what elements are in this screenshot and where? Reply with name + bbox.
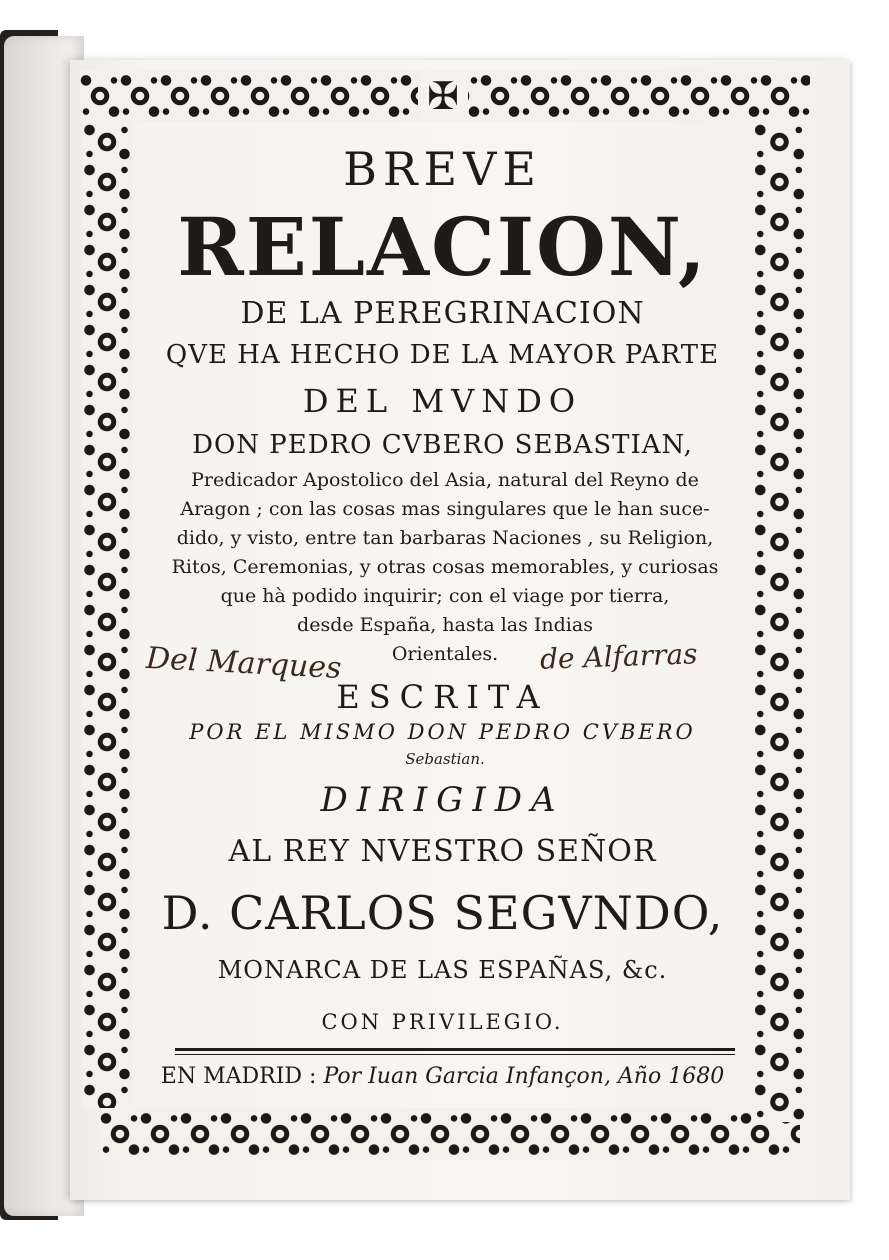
- description-line: dido, y visto, entre tan barbaras Naciones , su Religion,: [176, 527, 714, 549]
- imprint-printer: Por Iuan Garcia Infançon, Año 1680: [323, 1064, 725, 1089]
- dedicatee-name: D. CARLOS SEGVNDO,: [161, 886, 724, 940]
- ornamental-border-right: [752, 122, 807, 1122]
- dedicatee-title: MONARCA DE LAS ESPAÑAS, &c.: [217, 956, 668, 984]
- imprint-place: EN MADRID :: [160, 1064, 317, 1089]
- imprint-rule: [175, 1048, 735, 1051]
- manuscript-inscription-right: de Alfarras: [539, 637, 698, 676]
- privilege-line: CON PRIVILEGIO.: [321, 1010, 564, 1034]
- written-by-surname: Sebastian.: [405, 750, 485, 768]
- imprint-rule-thin: [175, 1054, 735, 1055]
- dirigida-heading: DIRIGIDA: [320, 780, 565, 820]
- escrita-heading: ESCRITA: [336, 678, 549, 716]
- subtitle-mayor-parte: QVE HA HECHO DE LA MAYOR PARTE: [165, 340, 720, 370]
- title-breve: BREVE: [343, 142, 542, 196]
- description-line: Ritos, Ceremonias, y otras cosas memorables, y curiosas: [171, 556, 719, 578]
- title-text-block: [140, 130, 745, 1100]
- author-name: DON PEDRO CVBERO SEBASTIAN,: [192, 430, 693, 460]
- subtitle-mundo: DEL MVNDO: [302, 382, 583, 420]
- written-by-line: POR EL MISMO DON PEDRO CVBERO: [189, 720, 696, 744]
- cross-glyph: ✠: [427, 74, 459, 118]
- title-relacion: RELACION,: [177, 200, 708, 294]
- manuscript-inscription-left: Del Marques: [145, 640, 343, 687]
- cross-ornament-icon: [418, 70, 468, 122]
- description-line: Aragon ; con las cosas mas singulares que le han suce-: [180, 498, 710, 520]
- description-line: Orientales.: [391, 643, 499, 665]
- description-line: desde España, hasta las Indias: [297, 614, 593, 636]
- description-line: Predicador Apostolico del Asia, natural del Reyno de: [191, 469, 699, 491]
- ornamental-border-bottom: [100, 1108, 800, 1160]
- subtitle-peregrinacion: DE LA PEREGRINACION: [240, 296, 645, 331]
- description-line: que hà podido inquirir; con el viage por tierra,: [220, 585, 670, 607]
- imprint-line: [140, 1064, 745, 1089]
- ornamental-border-left: [82, 122, 132, 1108]
- dedication-line: AL REY NVESTRO SEÑOR: [228, 834, 657, 869]
